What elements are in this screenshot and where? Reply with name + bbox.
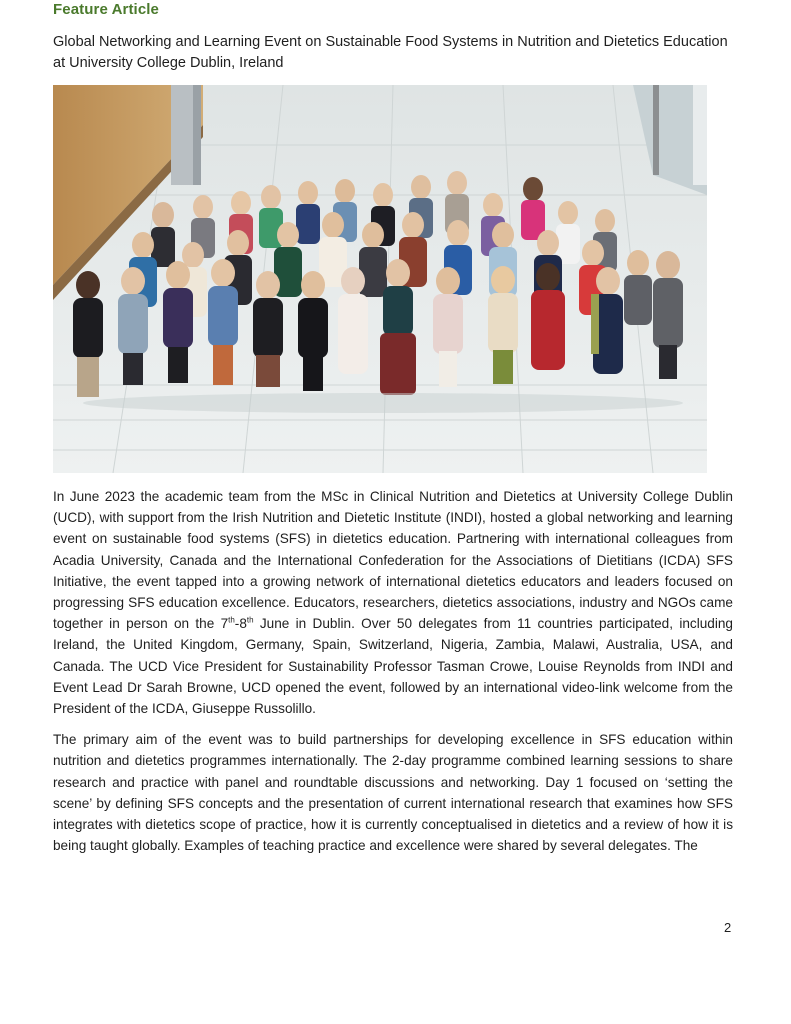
article-body: [53, 486, 733, 866]
page-number: 2: [724, 920, 732, 935]
body-paragraph-1-part-c: June in Dublin. Over 50 delegates from 11 countries participated, including Ireland, the United Kingdom, Germany, Spain, Switzerland, Nigeria, Zambia, Malawi, Australia, USA, and Canada. The UCD Vice President for Sustainability Professor Tasman Crowe, Louise Reynolds from INDI and Event Lead Dr Sarah Browne, UCD opened the event, followed by an international video-link welcome from the President of the ICDA, Giuseppe Russolillo.: [53, 616, 733, 717]
group-photo-illustration: [53, 85, 707, 473]
body-paragraph-2: The primary aim of the event was to build partnerships for developing excellence in SFS education within nutrition and dietetics programmes internationally. The 2-day programme combined learning sessions to share research and practice with panel and roundtable discussions and networking. Day 1 focused on ‘setting the scene’ by defining SFS concepts and the presentation of current international research that examines how SFS integrates with dietetics scope of practice, how it is currently conceptualised in dietetics and a review of how it is being taught globally. Examples of teaching practice and excellence were shared by several delegates. The: [53, 732, 733, 854]
body-paragraph-1: [53, 486, 733, 719]
superscript-th-2: th: [246, 615, 254, 625]
superscript-th-1: th: [228, 615, 235, 625]
group-photo: [53, 85, 707, 473]
body-paragraph-1-part-b: -8: [234, 616, 247, 632]
article-title: Global Networking and Learning Event on Sustainable Food Systems in Nutrition and Dietetics Education at University College Dublin, Ireland: [53, 34, 728, 71]
body-paragraph-1-part-a: In June 2023 the academic team from the MSc in Clinical Nutrition and Dietetics at University College Dublin (UCD), with support from the Irish Nutrition and Dietetic Institute (INDI), hosted a global networking and learning event on sustainable food systems (SFS) in dietetics education. Partnering with international colleagues from Acadia University, Canada and the International Confederation for the Associations of Dietitians (ICDA) SFS Initiative, the event tapped into a growing network of international dietetics educators and leaders focused on progressing SFS education excellence. Educators, researchers, dietetics associations, industry and NGOs came together in person on the 7: [53, 489, 733, 632]
section-label: Feature Article: [53, 1, 159, 18]
